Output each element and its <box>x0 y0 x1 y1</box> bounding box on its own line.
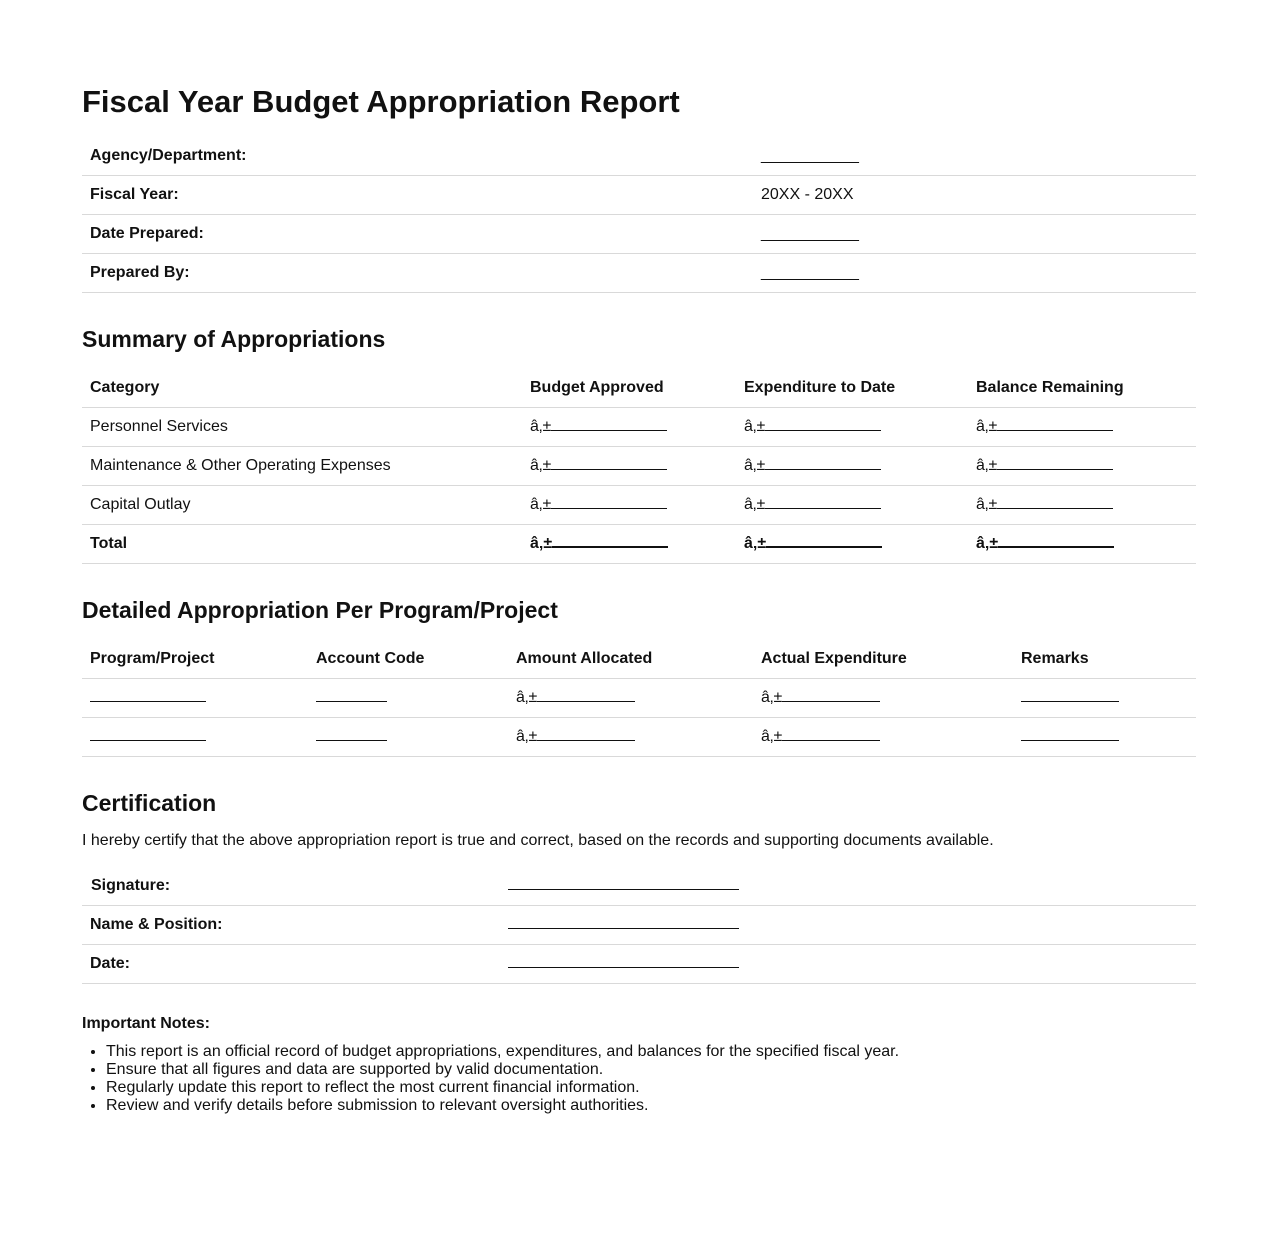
currency-prefix: â‚± <box>530 457 552 474</box>
blank-line <box>997 493 1113 509</box>
prepared-by-row <box>82 254 1196 293</box>
currency-prefix: â‚± <box>976 496 998 513</box>
column-header: Actual Expenditure <box>761 650 907 667</box>
prepared-by-value: ___________ <box>761 264 859 281</box>
program-cell <box>90 679 206 717</box>
prepared-by-label: Prepared By: <box>90 264 190 281</box>
blank-line <box>997 454 1113 470</box>
notes-list <box>82 1043 899 1115</box>
amount-allocated-cell <box>516 718 635 756</box>
currency-prefix: â‚± <box>976 457 998 474</box>
table-row <box>82 408 1196 447</box>
column-header: Program/Project <box>90 650 215 667</box>
category-cell: Personnel Services <box>90 418 228 435</box>
currency-prefix: â‚± <box>530 496 552 513</box>
expenditure-cell <box>744 486 881 524</box>
total-label: Total <box>90 535 128 552</box>
detailed-header-row <box>82 640 1196 679</box>
signature-line <box>508 867 739 905</box>
budget-approved-cell <box>530 486 667 524</box>
summary-heading: Summary of Appropriations <box>82 326 386 352</box>
agency-label: Agency/Department: <box>90 147 247 164</box>
column-header: Amount Allocated <box>516 650 653 667</box>
currency-prefix: â‚± <box>761 728 783 745</box>
date-line <box>508 945 739 983</box>
list-item: • Regularly update this report to reflect the most current financial information. <box>106 1079 899 1097</box>
currency-prefix: â‚± <box>744 418 766 435</box>
currency-prefix: â‚± <box>516 728 538 745</box>
total-expenditure-cell <box>744 525 882 563</box>
date-prepared-value: ___________ <box>761 225 859 242</box>
actual-expenditure-cell <box>761 718 880 756</box>
signature-row <box>82 867 1196 906</box>
program-cell <box>90 718 206 756</box>
total-budget-cell <box>530 525 668 563</box>
currency-prefix: â‚± <box>744 457 766 474</box>
account-code-cell <box>316 679 387 717</box>
blank-line <box>537 686 635 702</box>
name-position-line <box>508 906 739 944</box>
column-header: Expenditure to Date <box>744 379 896 396</box>
currency-prefix: â‚± <box>744 496 766 513</box>
table-row <box>82 718 1196 757</box>
agency-row <box>82 137 1196 176</box>
fiscal-year-label: Fiscal Year: <box>90 186 179 203</box>
blank-line <box>508 913 739 929</box>
blank-line <box>765 454 881 470</box>
currency-prefix: â‚± <box>744 535 767 552</box>
blank-line <box>782 725 880 741</box>
balance-cell <box>976 486 1113 524</box>
total-row <box>82 525 1196 564</box>
column-header: Category <box>90 379 160 396</box>
summary-header-row <box>82 369 1196 408</box>
actual-expenditure-cell <box>761 679 880 717</box>
name-position-label: Name & Position: <box>90 916 223 933</box>
expenditure-cell <box>744 447 881 485</box>
column-header: Budget Approved <box>530 379 664 396</box>
name-position-row <box>82 906 1196 945</box>
balance-cell <box>976 447 1113 485</box>
blank-line <box>316 725 387 741</box>
table-row <box>82 679 1196 718</box>
signature-label: Signature: <box>91 877 171 894</box>
certification-heading: Certification <box>82 790 217 816</box>
budget-approved-cell <box>530 408 667 446</box>
blank-line <box>551 493 667 509</box>
amount-allocated-cell <box>516 679 635 717</box>
table-row <box>82 486 1196 525</box>
list-item: • Review and verify details before submission to relevant oversight authorities. <box>106 1097 899 1115</box>
column-header: Account Code <box>316 650 425 667</box>
column-header: Remarks <box>1021 650 1089 667</box>
budget-approved-cell <box>530 447 667 485</box>
blank-line <box>1021 686 1119 702</box>
blank-line <box>1021 725 1119 741</box>
currency-prefix: â‚± <box>761 689 783 706</box>
date-label: Date: <box>90 955 131 972</box>
date-prepared-row <box>82 215 1196 254</box>
currency-prefix: â‚± <box>516 689 538 706</box>
fiscal-year-row <box>82 176 1196 215</box>
blank-line <box>551 454 667 470</box>
blank-line <box>765 415 881 431</box>
currency-prefix: â‚± <box>976 418 998 435</box>
column-header: Balance Remaining <box>976 379 1124 396</box>
certification-text: I hereby certify that the above appropriation report is true and correct, based on the records and supporting documents available. <box>82 832 994 849</box>
blank-line <box>552 531 668 548</box>
blank-line <box>537 725 635 741</box>
blank-line <box>782 686 880 702</box>
blank-line <box>766 531 882 548</box>
remarks-cell <box>1021 718 1119 756</box>
fiscal-year-value: 20XX - 20XX <box>761 186 854 203</box>
list-item: • Ensure that all figures and data are supported by valid documentation. <box>106 1061 899 1079</box>
list-item: • This report is an official record of budget appropriations, expenditures, and balances for the specified fiscal year. <box>106 1043 899 1061</box>
category-cell: Maintenance & Other Operating Expenses <box>90 457 391 474</box>
table-row <box>82 447 1196 486</box>
blank-line <box>90 686 206 702</box>
date-prepared-label: Date Prepared: <box>90 225 204 242</box>
blank-line <box>508 952 739 968</box>
total-balance-cell <box>976 525 1114 563</box>
balance-cell <box>976 408 1113 446</box>
category-cell: Capital Outlay <box>90 496 191 513</box>
blank-line <box>90 725 206 741</box>
notes-title: Important Notes: <box>82 1015 210 1032</box>
currency-prefix: â‚± <box>530 418 552 435</box>
page-title: Fiscal Year Budget Appropriation Report <box>82 84 680 119</box>
blank-line <box>765 493 881 509</box>
blank-line <box>551 415 667 431</box>
remarks-cell <box>1021 679 1119 717</box>
currency-prefix: â‚± <box>530 535 553 552</box>
blank-line <box>998 531 1114 548</box>
currency-prefix: â‚± <box>976 535 999 552</box>
blank-line <box>997 415 1113 431</box>
blank-line <box>316 686 387 702</box>
account-code-cell <box>316 718 387 756</box>
expenditure-cell <box>744 408 881 446</box>
date-row <box>82 945 1196 984</box>
blank-line <box>508 874 739 890</box>
detailed-heading: Detailed Appropriation Per Program/Project <box>82 597 558 623</box>
agency-value: ___________ <box>761 147 859 164</box>
